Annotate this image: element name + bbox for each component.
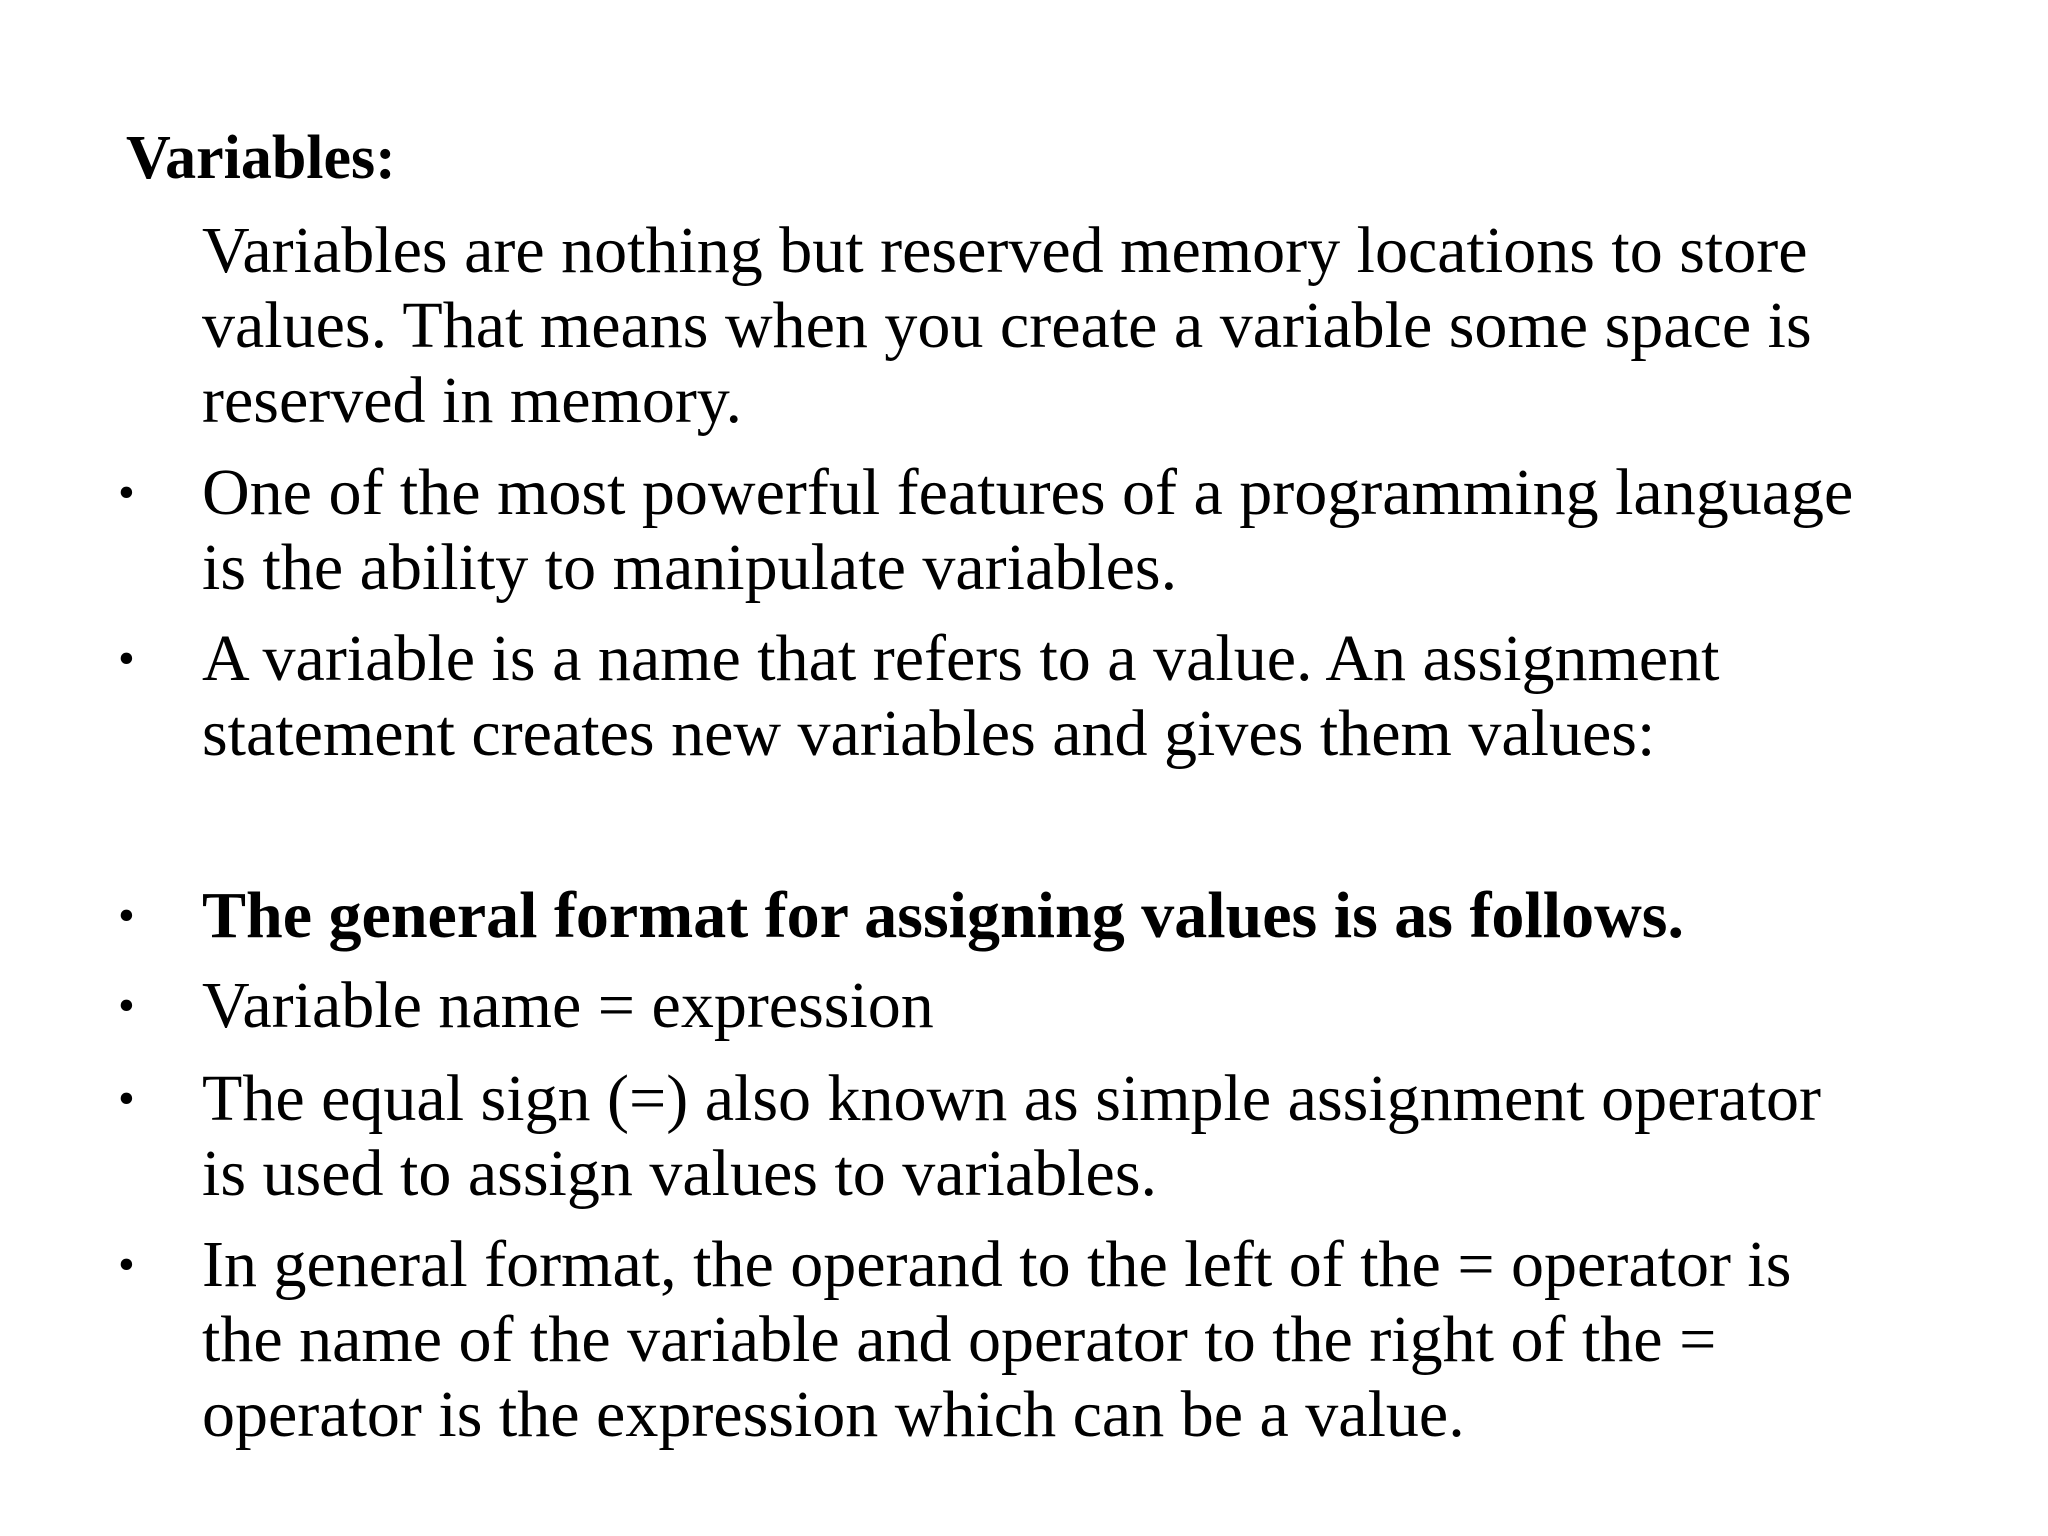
bullet-text [202, 1061, 1821, 1211]
bullet-icon: • [118, 632, 135, 685]
intro-line: values. That means when you create a variable some space is [202, 289, 1812, 362]
bullet-line: The general format for assigning values is as follows. [202, 879, 1684, 952]
bullet-line: In general format, the operand to the left of the = operator is [202, 1228, 1792, 1301]
bullet-line: The equal sign (=) also known as simple assignment operator [202, 1062, 1822, 1135]
bullet-icon: • [118, 889, 135, 942]
bullet-icon: • [118, 979, 135, 1032]
slide-title: Variables: [126, 124, 396, 192]
bullet-text [202, 968, 934, 1043]
bullet-line: A variable is a name that refers to a value. An assignment [202, 622, 1720, 695]
bullet-icon: • [118, 1238, 135, 1291]
bullet-text [202, 455, 1853, 605]
bullet-text [202, 621, 1720, 771]
bullet-line: One of the most powerful features of a programming language [202, 456, 1854, 529]
intro-paragraph [202, 213, 1942, 438]
bullet-text [202, 878, 1684, 953]
bullet-line: operator is the expression which can be a value. [202, 1378, 1465, 1451]
bullet-line: is the ability to manipulate variables. [202, 531, 1178, 604]
bullet-text [202, 1227, 1791, 1452]
bullet-line: statement creates new variables and gives them values: [202, 697, 1656, 770]
intro-line: reserved in memory. [202, 364, 743, 437]
bullet-icon: • [118, 1072, 135, 1125]
bullet-icon: • [118, 466, 135, 519]
bullet-line: the name of the variable and operator to the right of the = [202, 1303, 1717, 1376]
bullet-line: is used to assign values to variables. [202, 1137, 1158, 1210]
intro-line: Variables are nothing but reserved memory locations to store [202, 214, 1808, 287]
bullet-line: Variable name = expression [202, 969, 934, 1042]
